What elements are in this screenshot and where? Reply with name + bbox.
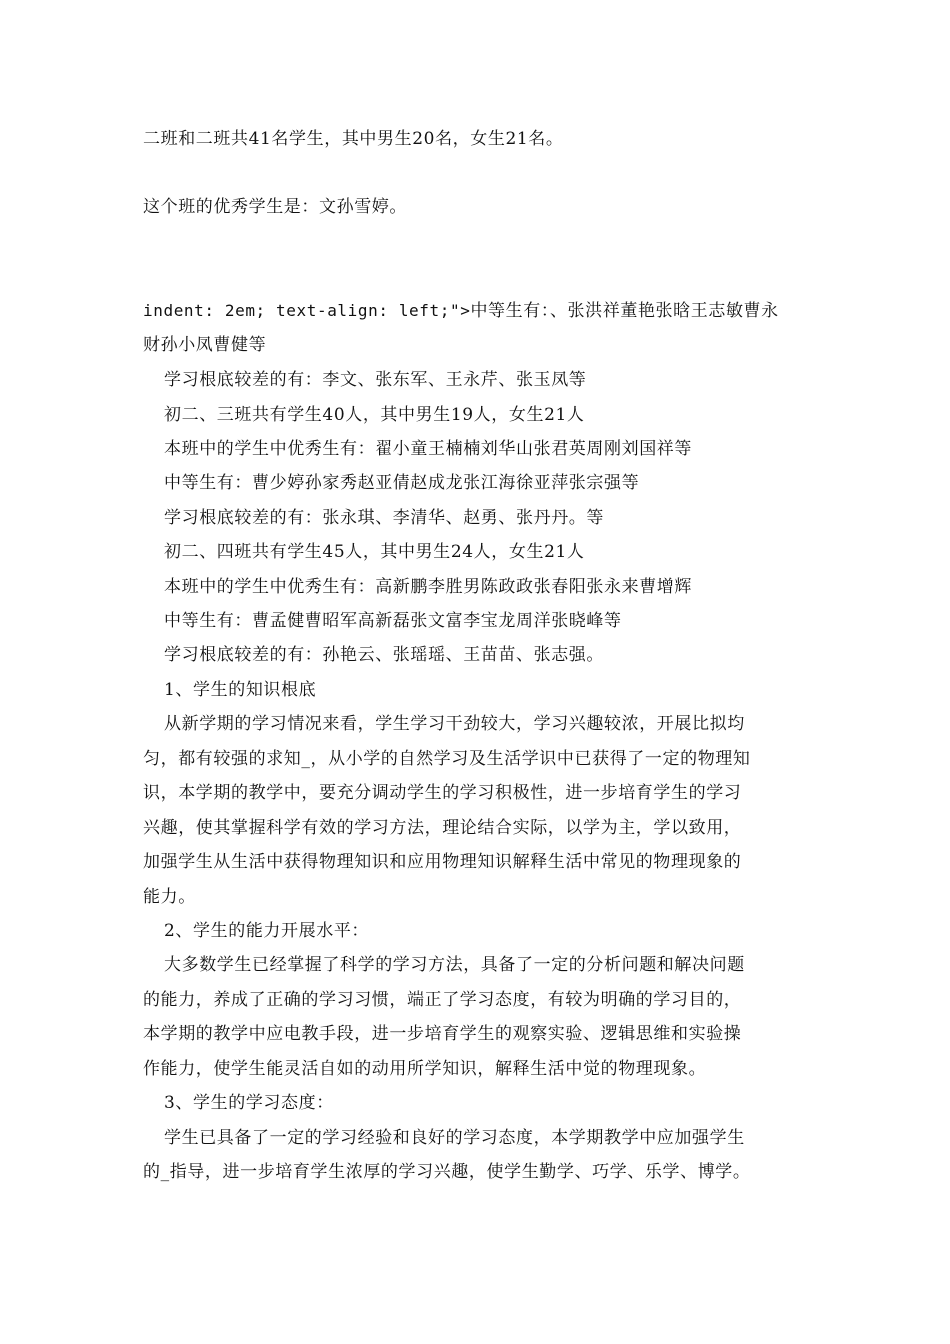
para1-line: 能力。 — [143, 887, 196, 907]
body-line: 初二、三班共有学生40人，其中男生19人，女生21人 — [164, 405, 585, 425]
artifact-code-text: indent: 2em; text-align: left;"> — [143, 301, 471, 320]
intro-line-2: 这个班的优秀学生是：文孙雪婷。 — [143, 197, 407, 217]
body-line: 学习根底较差的有：张永琪、李清华、赵勇、张丹丹。等 — [164, 508, 604, 528]
para3-line: 的_指导，进一步培育学生浓厚的学习兴趣，使学生勤学、巧学、乐学、博学。 — [143, 1162, 751, 1182]
artifact-continuation: 财孙小凤曹健等 — [143, 335, 267, 355]
para2-line: 大多数学生已经掌握了科学的学习方法，具备了一定的分析问题和解决问题 — [164, 955, 745, 975]
para2-line: 作能力，使学生能灵活自如的动用所学知识，解释生活中觉的物理现象。 — [143, 1059, 707, 1079]
para1-line: 识，本学期的教学中，要充分调动学生的学习积极性，进一步培育学生的学习 — [143, 783, 742, 803]
para1-line: 加强学生从生活中获得物理知识和应用物理知识解释生活中常见的物理现象的 — [143, 852, 742, 872]
body-line: 中等生有：曹孟健曹昭军高新磊张文富李宝龙周洋张晓峰等 — [164, 611, 622, 631]
body-line: 初二、四班共有学生45人，其中男生24人，女生21人 — [164, 542, 585, 562]
intro-line-1: 二班和二班共41名学生，其中男生20名，女生21名。 — [143, 129, 564, 149]
para1-line: 匀，都有较强的求知_，从小学的自然学习及生活学识中已获得了一定的物理知 — [143, 749, 751, 769]
section-heading-2: 2、学生的能力开展水平： — [164, 921, 370, 941]
body-line: 学习根底较差的有：李文、张东军、王永芹、张玉凤等 — [164, 370, 587, 390]
para2-line: 的能力，养成了正确的学习习惯，端正了学习态度，有较为明确的学习目的， — [143, 990, 742, 1010]
section-heading-1: 1、学生的知识根底 — [164, 680, 317, 700]
para1-line: 兴趣，使其掌握科学有效的学习方法，理论结合实际，以学为主，学以致用， — [143, 818, 742, 838]
para1-line: 从新学期的学习情况来看，学生学习干劲较大，学习兴趣较浓，开展比拟均 — [164, 714, 745, 734]
body-line: 本班中的学生中优秀生有：翟小童王楠楠刘华山张君英周刚刘国祥等 — [164, 439, 692, 459]
para2-line: 本学期的教学中应电教手段，进一步培育学生的观察实验、逻辑思维和实验操 — [143, 1024, 742, 1044]
body-line: 中等生有：曹少婷孙家秀赵亚倩赵成龙张江海徐亚萍张宗强等 — [164, 473, 640, 493]
para3-line: 学生已具备了一定的学习经验和良好的学习态度，本学期教学中应加强学生 — [164, 1128, 745, 1148]
artifact-rest-text: 中等生有：、张洪祥董艳张晗王志敏曹永 — [470, 301, 779, 321]
body-line: 学习根底较差的有：孙艳云、张瑶瑶、王苗苗、张志强。 — [164, 645, 604, 665]
artifact-line — [143, 294, 779, 328]
body-line: 本班中的学生中优秀生有：高新鹏李胜男陈政政张春阳张永来曹增辉 — [164, 577, 692, 597]
section-heading-3: 3、学生的学习态度： — [164, 1093, 334, 1113]
